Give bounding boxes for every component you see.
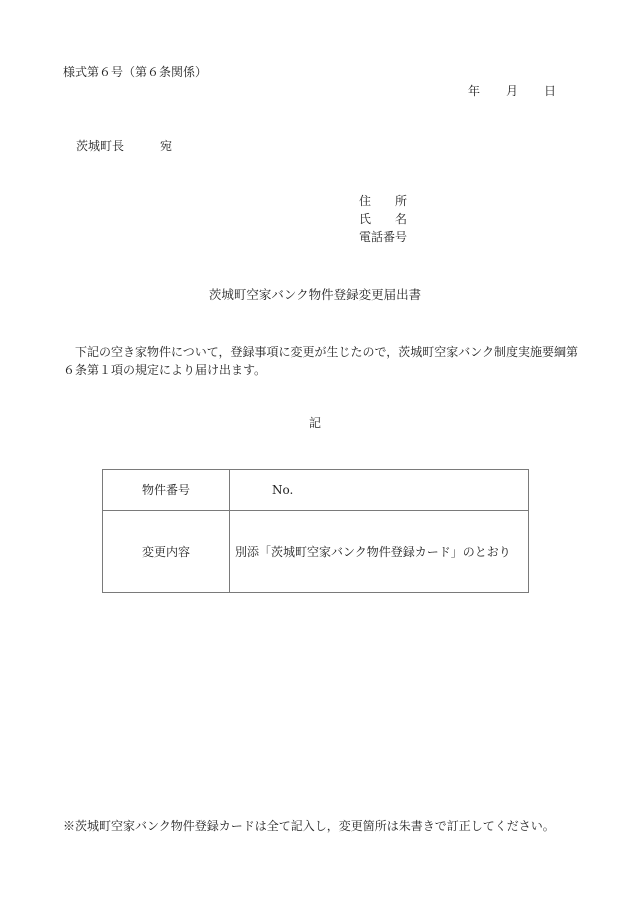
name-label-part: 名 (394, 212, 407, 226)
table-row (103, 511, 529, 593)
name-label-part: 氏 (359, 212, 372, 226)
address-label (359, 195, 407, 213)
addressee-name: 茨城町長 (76, 139, 125, 153)
change-content-header: 変更内容 (103, 511, 230, 593)
property-number-header: 物件番号 (103, 470, 230, 511)
month-label: 月 (506, 84, 519, 98)
document-title: 茨城町空家バンク物件登録変更届出書 (208, 287, 422, 302)
phone-label: 電話番号 (359, 230, 408, 244)
date-field (468, 85, 556, 97)
applicant-block (359, 195, 407, 249)
day-label: 日 (544, 84, 557, 98)
change-content-value: 別添「茨城町空家バンク物件登録カード」のとおり (230, 511, 529, 593)
table-row (103, 470, 529, 511)
footnote: ※茨城町空家バンク物件登録カードは全て記入し，変更箇所は朱書きで訂正してください。 (63, 819, 555, 833)
addressee (76, 140, 172, 152)
year-label: 年 (468, 84, 481, 98)
name-row (359, 213, 407, 231)
property-info-table (102, 469, 529, 593)
address-label-part: 所 (394, 194, 407, 208)
name-label (359, 213, 407, 231)
address-label-part: 住 (359, 194, 372, 208)
property-number-value: No. (230, 470, 529, 511)
address-row (359, 195, 407, 213)
ki-heading: 記 (308, 416, 321, 430)
body-text: 下記の空き家物件について，登録事項に変更が生じたので，茨城町空家バンク制度実施要綱第６条第１項の規定により届け出ます。 (63, 345, 579, 377)
phone-row (359, 231, 407, 249)
form-number: 様式第６号（第６条関係） (63, 65, 208, 79)
addressee-suffix: 宛 (160, 139, 173, 153)
body-paragraph (63, 343, 583, 379)
